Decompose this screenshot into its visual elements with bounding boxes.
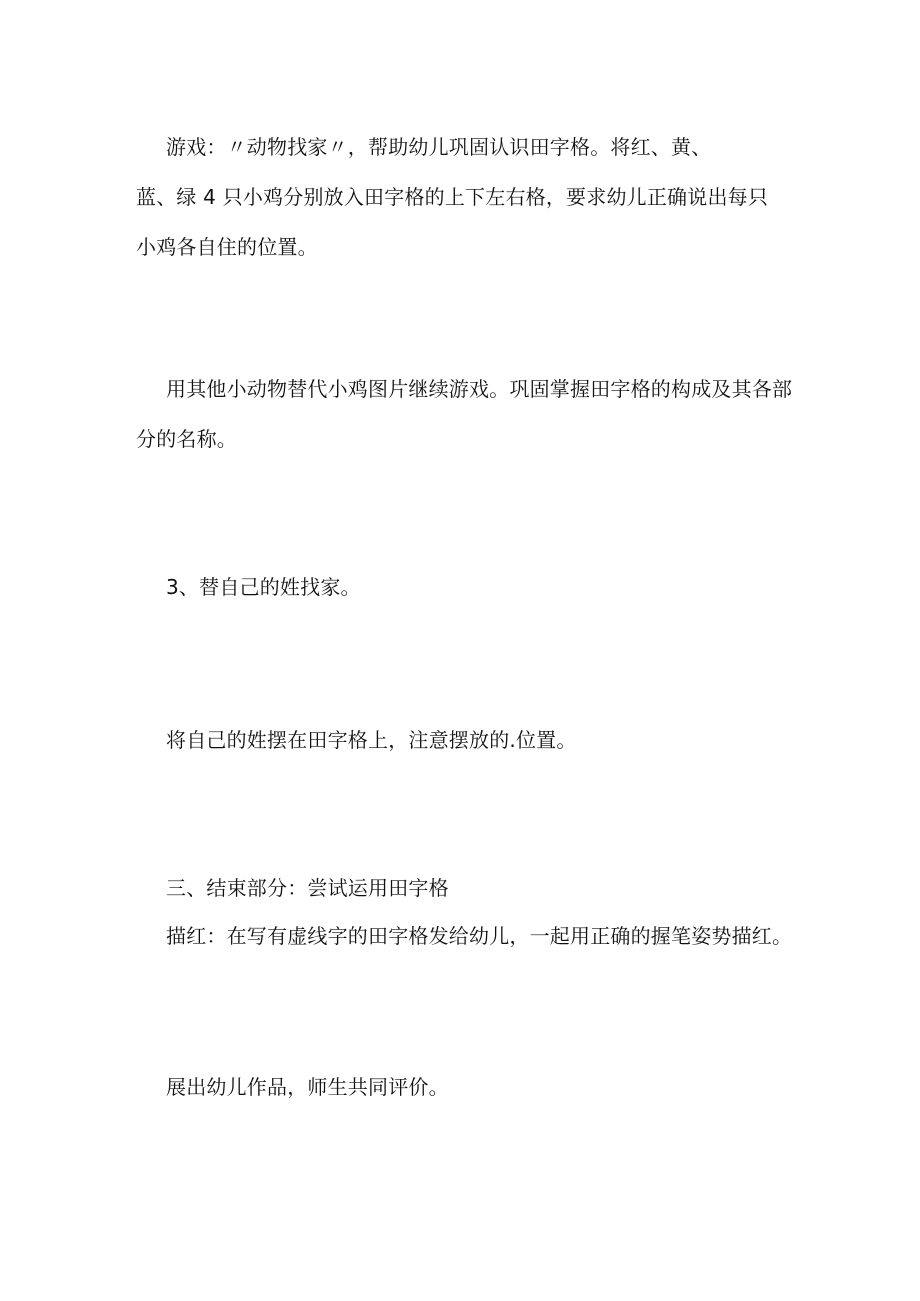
- paragraph-1-line-1: 游戏：〃动物找家〃，帮助幼儿巩固认识田字格。将红、黄、: [166, 135, 712, 159]
- paragraph-2-line-2: 分的名称。: [136, 427, 237, 451]
- section-heading-conclusion: 三、结束部分：尝试运用田字格: [166, 876, 449, 900]
- paragraph-1-line-2: 蓝、绿 4 只小鸡分别放入田字格的上下左右格，要求幼儿正确说出每只: [136, 185, 769, 209]
- paragraph-2-line-1: 用其他小动物替代小鸡图片继续游戏。巩固掌握田字格的构成及其各部: [166, 377, 793, 401]
- paragraph-1-line-3: 小鸡各自住的位置。: [136, 235, 318, 259]
- paragraph-6-line-1: 展出幼儿作品，师生共同评价。: [166, 1075, 449, 1099]
- paragraph-5-line-2: 描红：在写有虚线字的田字格发给幼儿，一起用正确的握笔姿势描红。: [166, 924, 793, 948]
- section-heading-3: 3、替自己的姓找家。: [166, 575, 361, 599]
- paragraph-4-line-1: 将自己的姓摆在田字格上，注意摆放的.位置。: [166, 728, 577, 752]
